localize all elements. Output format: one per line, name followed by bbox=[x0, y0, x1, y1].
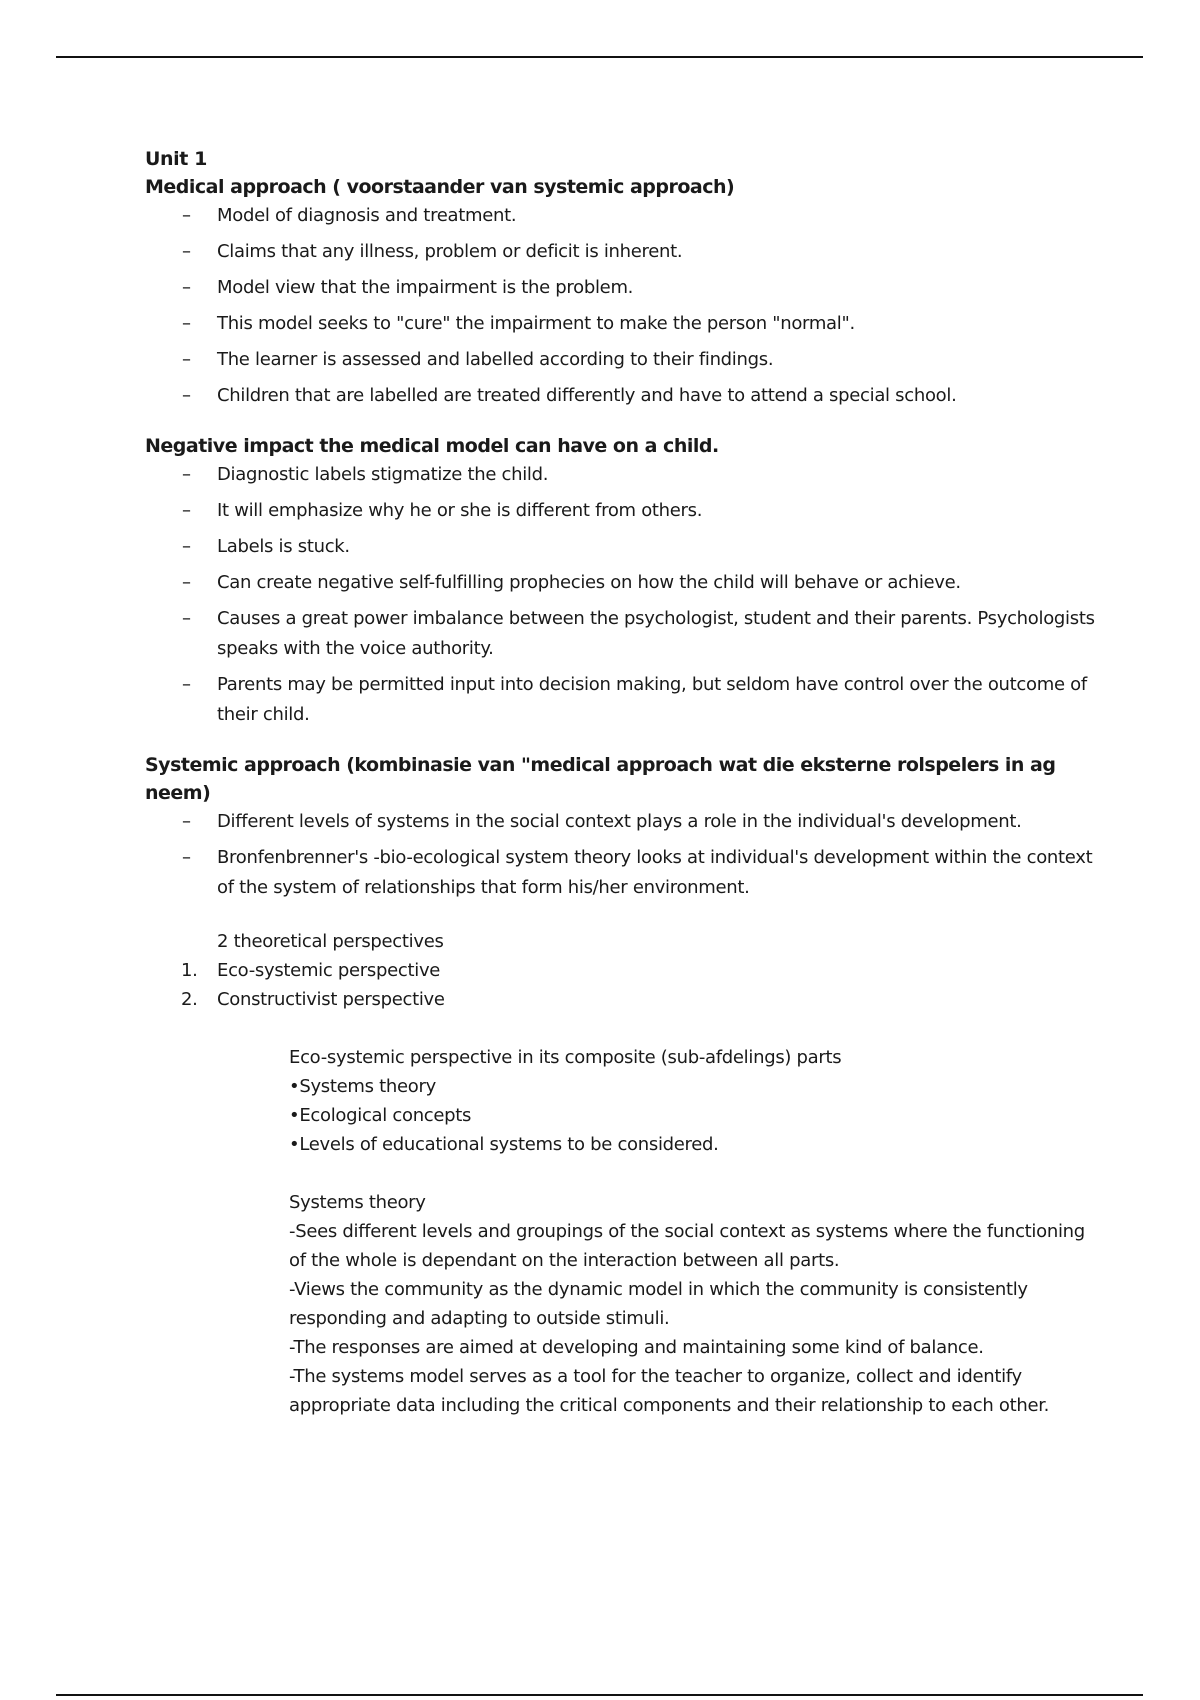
eco-systemic-point: •Ecological concepts bbox=[289, 1105, 472, 1126]
list-item: – Diagnostic labels stigmatize the child. bbox=[145, 460, 1095, 490]
eco-systemic-point: •Systems theory bbox=[289, 1076, 436, 1097]
list-item: – It will emphasize why he or she is different from others. bbox=[145, 496, 1095, 526]
dash-bullet: – bbox=[182, 205, 191, 226]
dash-bullet: – bbox=[182, 536, 191, 557]
eco-systemic-point: •Levels of educational systems to be considered. bbox=[289, 1134, 719, 1155]
list-item: – Children that are labelled are treated differently and have to attend a special school. bbox=[145, 381, 1095, 411]
unit-title: Unit 1 bbox=[145, 148, 207, 170]
eco-systemic-block bbox=[289, 1043, 1089, 1159]
top-rule bbox=[56, 56, 1143, 58]
eco-systemic-title: Eco-systemic perspective in its composite (sub-afdelings) parts bbox=[289, 1047, 842, 1068]
list-item: – Parents may be permitted input into decision making, but seldom have control over the outcome of their child. bbox=[145, 670, 1095, 730]
dash-bullet: – bbox=[182, 572, 191, 593]
list-item: – Claims that any illness, problem or deficit is inherent. bbox=[145, 237, 1095, 267]
list-item: – Causes a great power imbalance between the psychologist, student and their parents. Psychologists speaks with the voice authority. bbox=[145, 604, 1095, 664]
perspectives-list bbox=[145, 956, 1095, 1014]
medical-approach-list bbox=[145, 201, 1095, 411]
systems-theory-point: -The systems model serves as a tool for the teacher to organize, collect and identify appropriate data including the critical components and their relationship to each other. bbox=[289, 1366, 1050, 1416]
systemic-approach-list bbox=[145, 807, 1095, 903]
dash-bullet: – bbox=[182, 811, 191, 832]
medical-approach-heading: Medical approach ( voorstaander van systemic approach) bbox=[145, 176, 735, 198]
list-item: – The learner is assessed and labelled according to their findings. bbox=[145, 345, 1095, 375]
dash-bullet: – bbox=[182, 313, 191, 334]
list-item: – Different levels of systems in the social context plays a role in the individual's development. bbox=[145, 807, 1095, 837]
dash-bullet: – bbox=[182, 608, 191, 629]
dash-bullet: – bbox=[182, 277, 191, 298]
list-item: – Can create negative self-fulfilling prophecies on how the child will behave or achieve. bbox=[145, 568, 1095, 598]
bottom-rule bbox=[56, 1694, 1143, 1696]
systems-theory-point: -Sees different levels and groupings of the social context as systems where the functioning of the whole is dependant on the interaction between all parts. bbox=[289, 1221, 1085, 1271]
document-body bbox=[145, 145, 1095, 1420]
list-number: 2. bbox=[181, 989, 198, 1010]
systemic-approach-heading: Systemic approach (kombinasie van "medical approach wat die eksterne rolspelers in ag neem) bbox=[145, 754, 1056, 804]
list-item: – Bronfenbrenner's -bio-ecological system theory looks at individual's development within the context of the system of relationships that form his/her environment. bbox=[145, 843, 1095, 903]
systems-theory-point: -Views the community as the dynamic model in which the community is consistently responding and adapting to outside stimuli. bbox=[289, 1279, 1028, 1329]
systems-theory-title: Systems theory bbox=[289, 1192, 426, 1213]
perspectives-label: 2 theoretical perspectives bbox=[217, 931, 444, 952]
systems-theory-point: -The responses are aimed at developing and maintaining some kind of balance. bbox=[289, 1337, 984, 1358]
systems-theory-block bbox=[289, 1188, 1089, 1420]
list-item: 1. Eco-systemic perspective bbox=[145, 956, 1095, 985]
dash-bullet: – bbox=[182, 241, 191, 262]
dash-bullet: – bbox=[182, 385, 191, 406]
dash-bullet: – bbox=[182, 500, 191, 521]
list-item: – Model view that the impairment is the problem. bbox=[145, 273, 1095, 303]
dash-bullet: – bbox=[182, 464, 191, 485]
list-item: – Model of diagnosis and treatment. bbox=[145, 201, 1095, 231]
negative-impact-list bbox=[145, 460, 1095, 730]
negative-impact-heading: Negative impact the medical model can have on a child. bbox=[145, 435, 719, 457]
list-number: 1. bbox=[181, 960, 198, 981]
list-item: – Labels is stuck. bbox=[145, 532, 1095, 562]
dash-bullet: – bbox=[182, 674, 191, 695]
list-item: – This model seeks to "cure" the impairment to make the person "normal". bbox=[145, 309, 1095, 339]
dash-bullet: – bbox=[182, 847, 191, 868]
dash-bullet: – bbox=[182, 349, 191, 370]
list-item: 2. Constructivist perspective bbox=[145, 985, 1095, 1014]
